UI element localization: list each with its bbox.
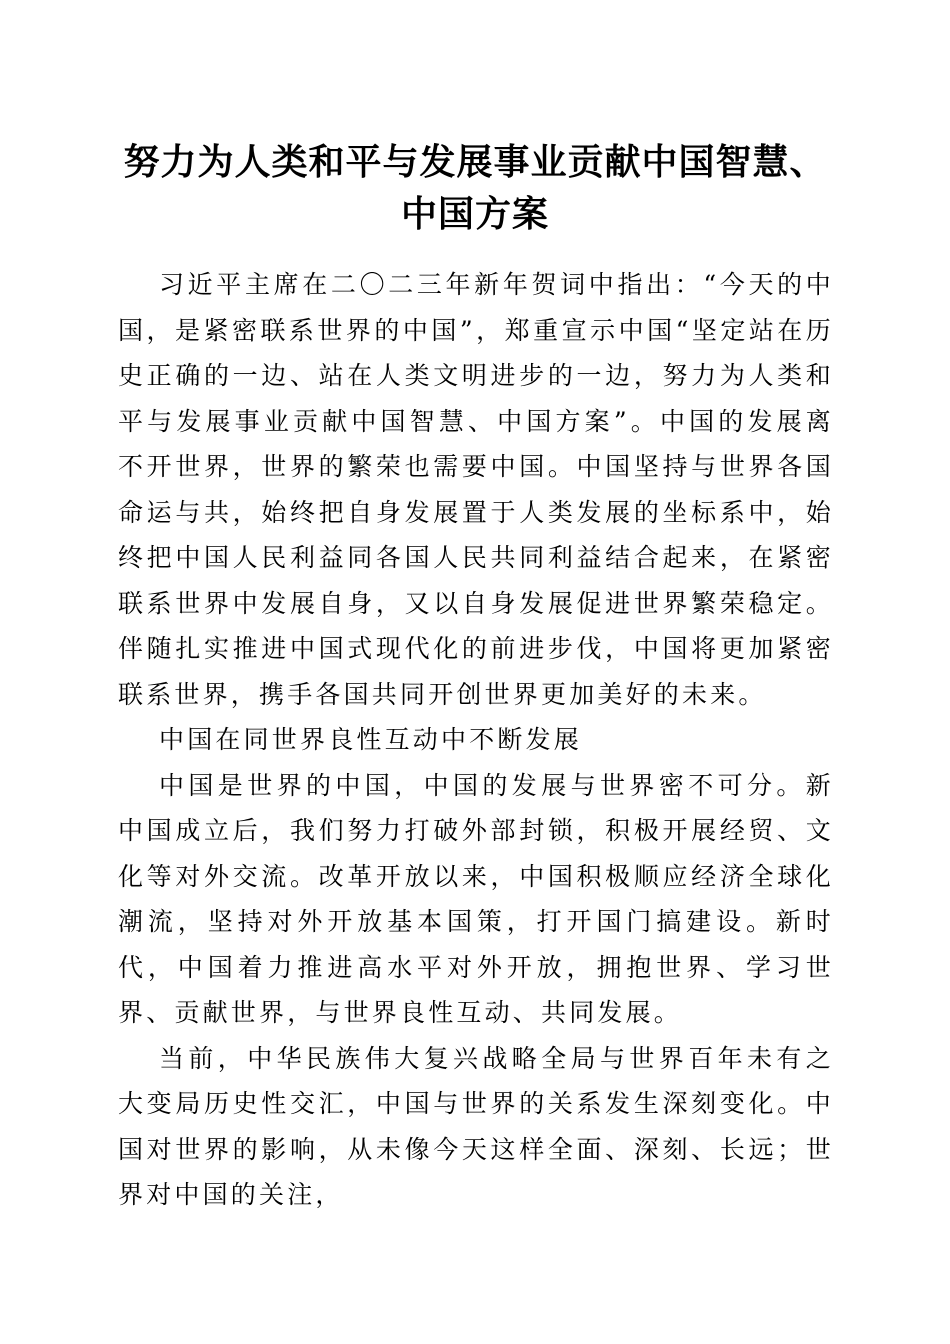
section-heading: 中国在同世界良性互动中不断发展 — [159, 725, 583, 754]
document-body — [118, 262, 834, 1218]
document-title: 努力为人类和平与发展事业贡献中国智慧、中国方案 — [123, 141, 827, 235]
body-paragraph: 中国是世界的中国，中国的发展与世界密不可分。新中国成立后，我们努力打破外部封锁，积极开展经贸、文化等对外交流。改革开放以来，中国积极顺应经济全球化潮流，坚持对外开放基本国策，打开国门搞建设。新时代，中国着力推进高水平对外开放，拥抱世界、学习世界、贡献世界，与世界良性互动、共同发展。 — [118, 770, 834, 1027]
intro-paragraph: 习近平主席在二〇二三年新年贺词中指出：“今天的中国，是紧密联系世界的中国”，郑重宣示中国“坚定站在历史正确的一边、站在人类文明进步的一边，努力为人类和平与发展事业贡献中国智慧、中国方案”。中国的发展离不开世界，世界的繁荣也需要中国。中国坚持与世界各国命运与共，始终把自身发展置于人类发展的坐标系中，始终把中国人民利益同各国人民共同利益结合起来，在紧密联系世界中发展自身，又以自身发展促进世界繁荣稳定。伴随扎实推进中国式现代化的前进步伐，中国将更加紧密联系世界，携手各国共同开创世界更加美好的未来。 — [118, 270, 834, 709]
body-paragraph: 当前，中华民族伟大复兴战略全局与世界百年未有之大变局历史性交汇，中国与世界的关系发生深刻变化。中国对世界的影响，从未像今天这样全面、深刻、长远；世界对中国的关注， — [118, 1043, 834, 1209]
